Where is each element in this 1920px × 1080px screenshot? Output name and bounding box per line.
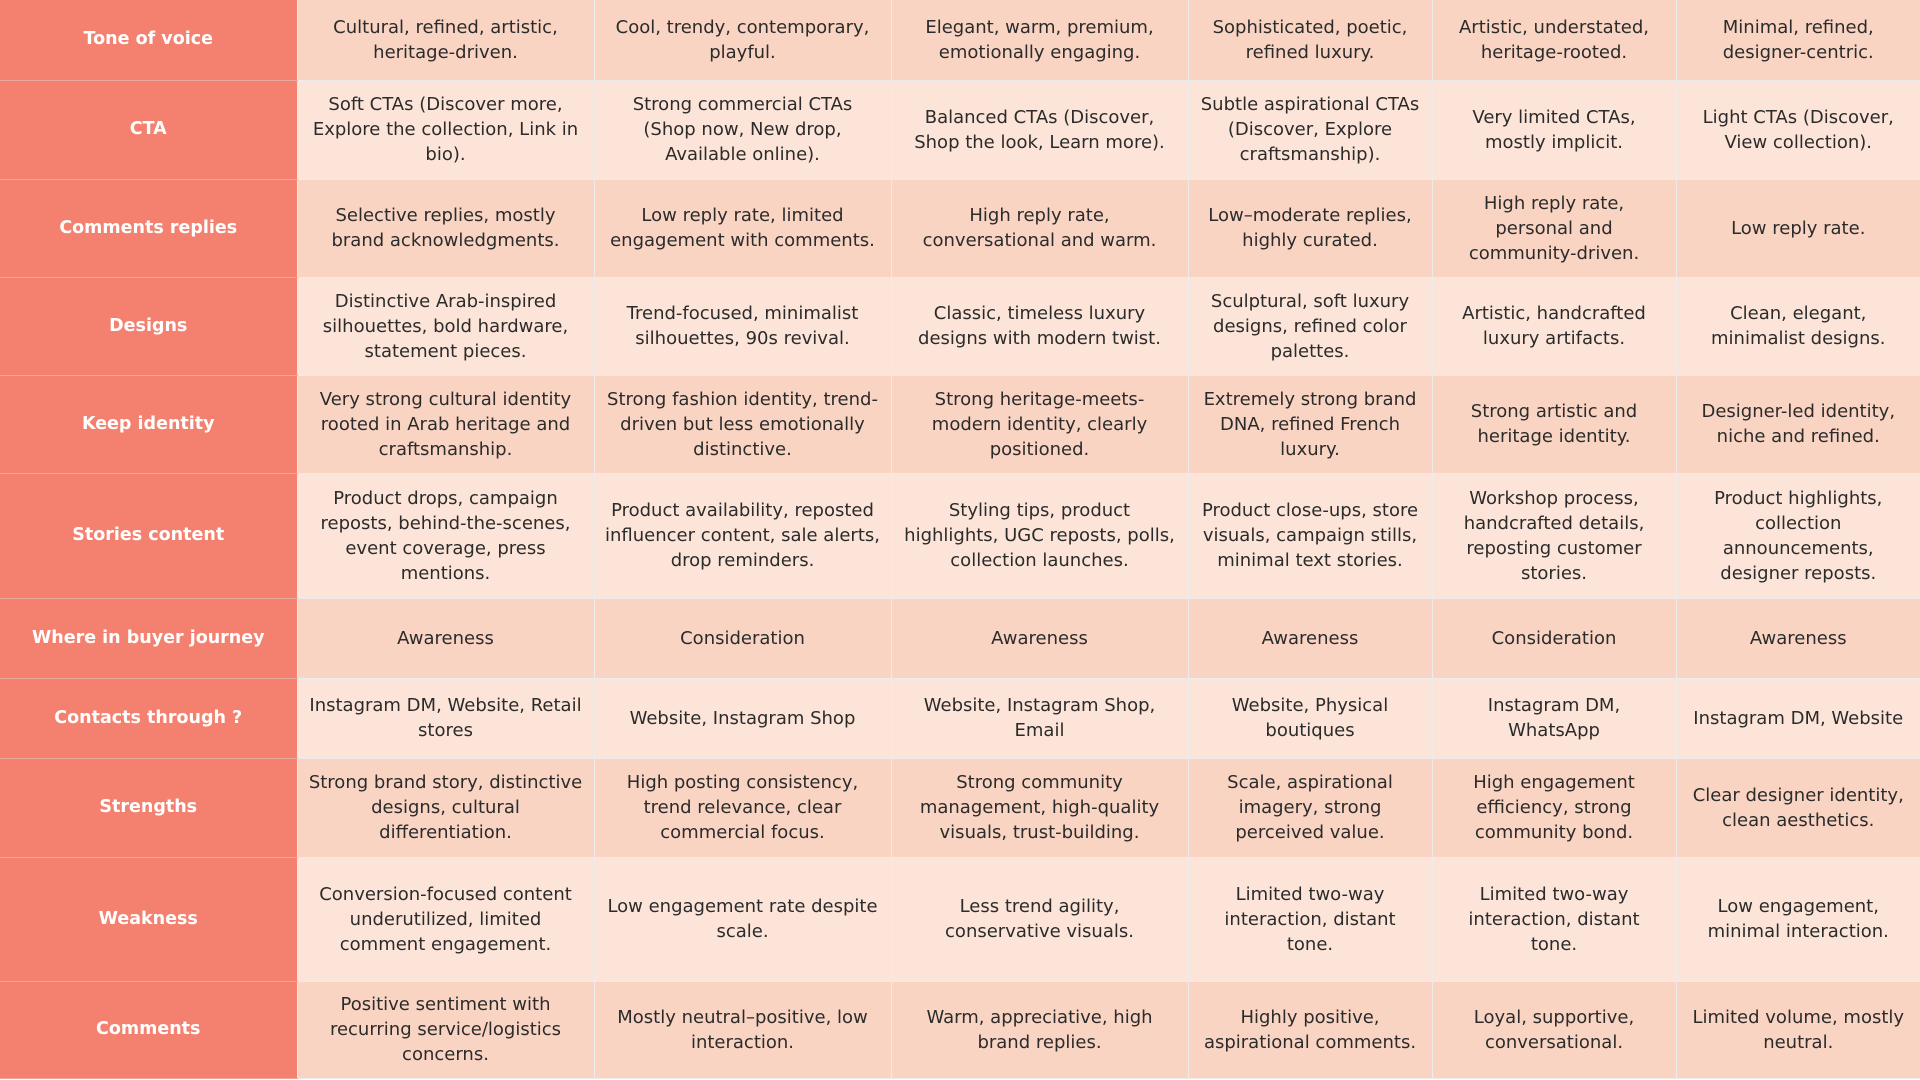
table-cell: Mostly neutral–positive, low interaction. bbox=[594, 981, 891, 1078]
table-cell: Instagram DM, Website, Retail stores bbox=[297, 678, 594, 758]
table-row-comments-replies bbox=[0, 179, 1920, 277]
table-cell: High reply rate, personal and community-driven. bbox=[1432, 179, 1676, 277]
row-header: Designs bbox=[0, 277, 297, 375]
table-cell: Artistic, understated, heritage-rooted. bbox=[1432, 0, 1676, 80]
table-cell: Low reply rate, limited engagement with comments. bbox=[594, 179, 891, 277]
table-cell: Strong commercial CTAs (Shop now, New drop, Available online). bbox=[594, 80, 891, 179]
table-cell: Website, Physical boutiques bbox=[1188, 678, 1432, 758]
table-cell: Light CTAs (Discover, View collection). bbox=[1676, 80, 1920, 179]
table-cell: Highly positive, aspirational comments. bbox=[1188, 981, 1432, 1078]
table-cell: Balanced CTAs (Discover, Shop the look, Learn more). bbox=[891, 80, 1188, 179]
table-cell: Trend-focused, minimalist silhouettes, 90s revival. bbox=[594, 277, 891, 375]
table-row-contacts-through bbox=[0, 678, 1920, 758]
table-cell: Awareness bbox=[1676, 598, 1920, 678]
table-cell: Conversion-focused content underutilized, limited comment engagement. bbox=[297, 857, 594, 981]
row-header: Where in buyer journey bbox=[0, 598, 297, 678]
table-cell: Low engagement rate despite scale. bbox=[594, 857, 891, 981]
table-row-buyer-journey bbox=[0, 598, 1920, 678]
table-cell: Limited two-way interaction, distant tone. bbox=[1432, 857, 1676, 981]
table-cell: Strong fashion identity, trend-driven but less emotionally distinctive. bbox=[594, 375, 891, 473]
table-cell: Website, Instagram Shop, Email bbox=[891, 678, 1188, 758]
table-cell: Clear designer identity, clean aesthetics. bbox=[1676, 758, 1920, 857]
table-cell: Strong community management, high-quality visuals, trust-building. bbox=[891, 758, 1188, 857]
table-cell: Loyal, supportive, conversational. bbox=[1432, 981, 1676, 1078]
row-header: Stories content bbox=[0, 473, 297, 598]
table-cell: High reply rate, conversational and warm. bbox=[891, 179, 1188, 277]
table-cell: Artistic, handcrafted luxury artifacts. bbox=[1432, 277, 1676, 375]
table-cell: Instagram DM, Website bbox=[1676, 678, 1920, 758]
row-header: Contacts through ? bbox=[0, 678, 297, 758]
table-row-cta bbox=[0, 80, 1920, 179]
table-cell: Extremely strong brand DNA, refined French luxury. bbox=[1188, 375, 1432, 473]
table-cell: Soft CTAs (Discover more, Explore the collection, Link in bio). bbox=[297, 80, 594, 179]
table-row-comments bbox=[0, 981, 1920, 1078]
row-header: CTA bbox=[0, 80, 297, 179]
table-cell: Warm, appreciative, high brand replies. bbox=[891, 981, 1188, 1078]
table-cell: Product close-ups, store visuals, campaign stills, minimal text stories. bbox=[1188, 473, 1432, 598]
table-cell: Minimal, refined, designer-centric. bbox=[1676, 0, 1920, 80]
table-cell: Clean, elegant, minimalist designs. bbox=[1676, 277, 1920, 375]
table-cell: Sophisticated, poetic, refined luxury. bbox=[1188, 0, 1432, 80]
table-cell: Designer-led identity, niche and refined. bbox=[1676, 375, 1920, 473]
table-cell: High engagement efficiency, strong community bond. bbox=[1432, 758, 1676, 857]
table-cell: Sculptural, soft luxury designs, refined color palettes. bbox=[1188, 277, 1432, 375]
table-cell: Instagram DM, WhatsApp bbox=[1432, 678, 1676, 758]
row-header: Strengths bbox=[0, 758, 297, 857]
row-header: Weakness bbox=[0, 857, 297, 981]
table-cell: High posting consistency, trend relevance, clear commercial focus. bbox=[594, 758, 891, 857]
row-header: Tone of voice bbox=[0, 0, 297, 80]
table-cell: Selective replies, mostly brand acknowledgments. bbox=[297, 179, 594, 277]
table-cell: Strong heritage-meets-modern identity, clearly positioned. bbox=[891, 375, 1188, 473]
table-cell: Distinctive Arab-inspired silhouettes, bold hardware, statement pieces. bbox=[297, 277, 594, 375]
table-cell: Less trend agility, conservative visuals. bbox=[891, 857, 1188, 981]
table-row-stories-content bbox=[0, 473, 1920, 598]
table-cell: Product highlights, collection announcements, designer reposts. bbox=[1676, 473, 1920, 598]
table-cell: Awareness bbox=[297, 598, 594, 678]
table-cell: Website, Instagram Shop bbox=[594, 678, 891, 758]
table-row-weakness bbox=[0, 857, 1920, 981]
table-cell: Low engagement, minimal interaction. bbox=[1676, 857, 1920, 981]
table-cell: Strong artistic and heritage identity. bbox=[1432, 375, 1676, 473]
table-cell: Classic, timeless luxury designs with modern twist. bbox=[891, 277, 1188, 375]
table-cell: Low–moderate replies, highly curated. bbox=[1188, 179, 1432, 277]
table-cell: Awareness bbox=[1188, 598, 1432, 678]
table-cell: Positive sentiment with recurring service/logistics concerns. bbox=[297, 981, 594, 1078]
table-cell: Consideration bbox=[594, 598, 891, 678]
row-header: Comments bbox=[0, 981, 297, 1078]
table-cell: Elegant, warm, premium, emotionally engaging. bbox=[891, 0, 1188, 80]
table-cell: Very limited CTAs, mostly implicit. bbox=[1432, 80, 1676, 179]
table-cell: Product drops, campaign reposts, behind-the-scenes, event coverage, press mentions. bbox=[297, 473, 594, 598]
table-cell: Workshop process, handcrafted details, reposting customer stories. bbox=[1432, 473, 1676, 598]
table-cell: Cool, trendy, contemporary, playful. bbox=[594, 0, 891, 80]
row-header: Keep identity bbox=[0, 375, 297, 473]
table-row-strengths bbox=[0, 758, 1920, 857]
table-cell: Strong brand story, distinctive designs, cultural differentiation. bbox=[297, 758, 594, 857]
table-row-designs bbox=[0, 277, 1920, 375]
table-cell: Product availability, reposted influencer content, sale alerts, drop reminders. bbox=[594, 473, 891, 598]
table-cell: Consideration bbox=[1432, 598, 1676, 678]
table-cell: Styling tips, product highlights, UGC reposts, polls, collection launches. bbox=[891, 473, 1188, 598]
table-cell: Awareness bbox=[891, 598, 1188, 678]
table-cell: Cultural, refined, artistic, heritage-driven. bbox=[297, 0, 594, 80]
table-row-keep-identity bbox=[0, 375, 1920, 473]
table-row-tone-of-voice bbox=[0, 0, 1920, 80]
table-cell: Subtle aspirational CTAs (Discover, Explore craftsmanship). bbox=[1188, 80, 1432, 179]
table-cell: Scale, aspirational imagery, strong perceived value. bbox=[1188, 758, 1432, 857]
row-header: Comments replies bbox=[0, 179, 297, 277]
table-cell: Limited two-way interaction, distant tone. bbox=[1188, 857, 1432, 981]
table-cell: Very strong cultural identity rooted in Arab heritage and craftsmanship. bbox=[297, 375, 594, 473]
table-cell: Limited volume, mostly neutral. bbox=[1676, 981, 1920, 1078]
table-cell: Low reply rate. bbox=[1676, 179, 1920, 277]
